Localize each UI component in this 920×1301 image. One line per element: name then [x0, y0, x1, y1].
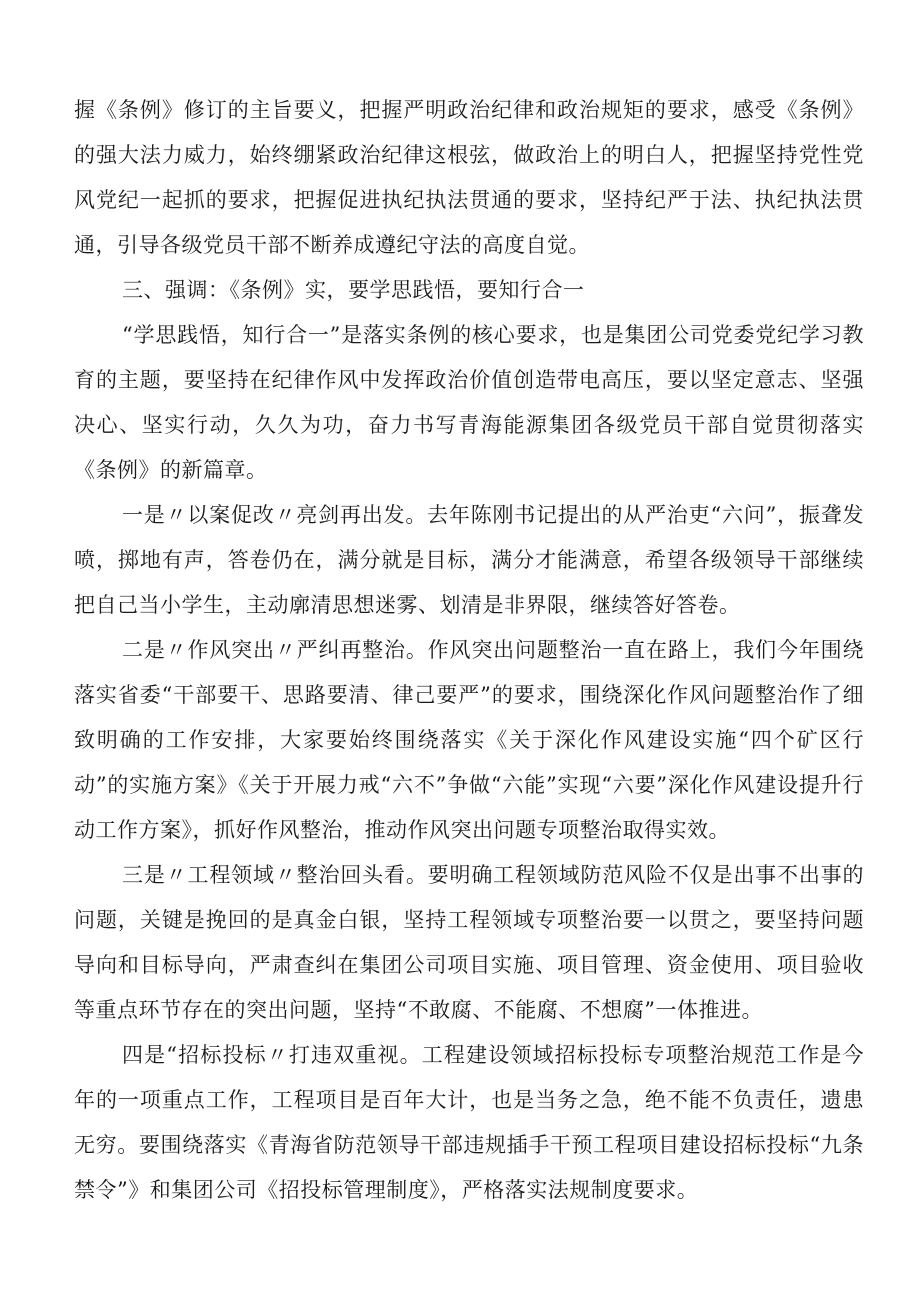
paragraph-learn-practice: “学思践悟，知行合一”是落实条例的核心要求，也是集团公司党委党纪学习教育的主题，要坚持在纪律作风中发挥政治价值创造带电高压，要以坚定意志、坚强决心、坚实行动，久久为功，奋力书写青海能源集团各级党员干部自觉贯彻落实《条例》的新篇章。 — [74, 323, 864, 482]
section-heading-three: 三、强调：《条例》实，要学思践悟，要知行合一 — [122, 278, 585, 302]
document-body — [74, 88, 864, 1213]
paragraph-point-four: 四是“招标投标〃打违双重视。工程建设领域招标投标专项整治规范工作是今年的一项重点工作，工程项目是百年大计，也是当务之急，绝不能不负责任，遗患无穷。要围绕落实《青海省防范领导干部违规插手干预工程项目建设招标投标“九条禁令”》和集团公司《招投标管理制度》，严格落实法规制度要求。 — [74, 1043, 864, 1202]
paragraph-point-two: 二是〃作风突出〃严纠再整治。作风突出问题整治一直在路上，我们今年围绕落实省委“干部要干、思路要清、律己要严”的要求，围绕深化作风问题整治作了细致明确的工作安排，大家要始终围绕落实《关于深化作风建设实施“四个矿区行动”的实施方案》《关于开展力戒“六不”争做“六能”实现“六要”深化作风建设提升行动工作方案》，抓好作风整治，推动作风突出问题专项整治取得实效。 — [74, 638, 864, 842]
paragraph-point-three: 三是〃工程领域〃整治回头看。要明确工程领域防范风险不仅是出事不出事的问题，关键是挽回的是真金白银，坚持工程领域专项整治要一以贯之，要坚持问题导向和目标导向，严肃查纠在集团公司项目实施、项目管理、资金使用、项目验收等重点环节存在的突出问题，坚持“不敢腐、不能腐、不想腐”一体推进。 — [74, 863, 864, 1022]
paragraph-continuation: 握《条例》修订的主旨要义，把握严明政治纪律和政治规矩的要求，感受《条例》的强大法力威力，始终绷紧政治纪律这根弦，做政治上的明白人，把握坚持党性党风党纪一起抓的要求，把握促进执纪执法贯通的要求，坚持纪严于法、执纪执法贯通，引导各级党员干部不断养成遵纪守法的高度自觉。 — [74, 98, 864, 257]
paragraph-point-one: 一是〃以案促改〃亮剑再出发。去年陈刚书记提出的从严治吏“六问”，振聋发喷，掷地有声，答卷仍在，满分就是目标，满分才能满意，希望各级领导干部继续把自己当小学生，主动廓清思想迷雾、划清是非界限，继续答好答卷。 — [74, 503, 864, 617]
